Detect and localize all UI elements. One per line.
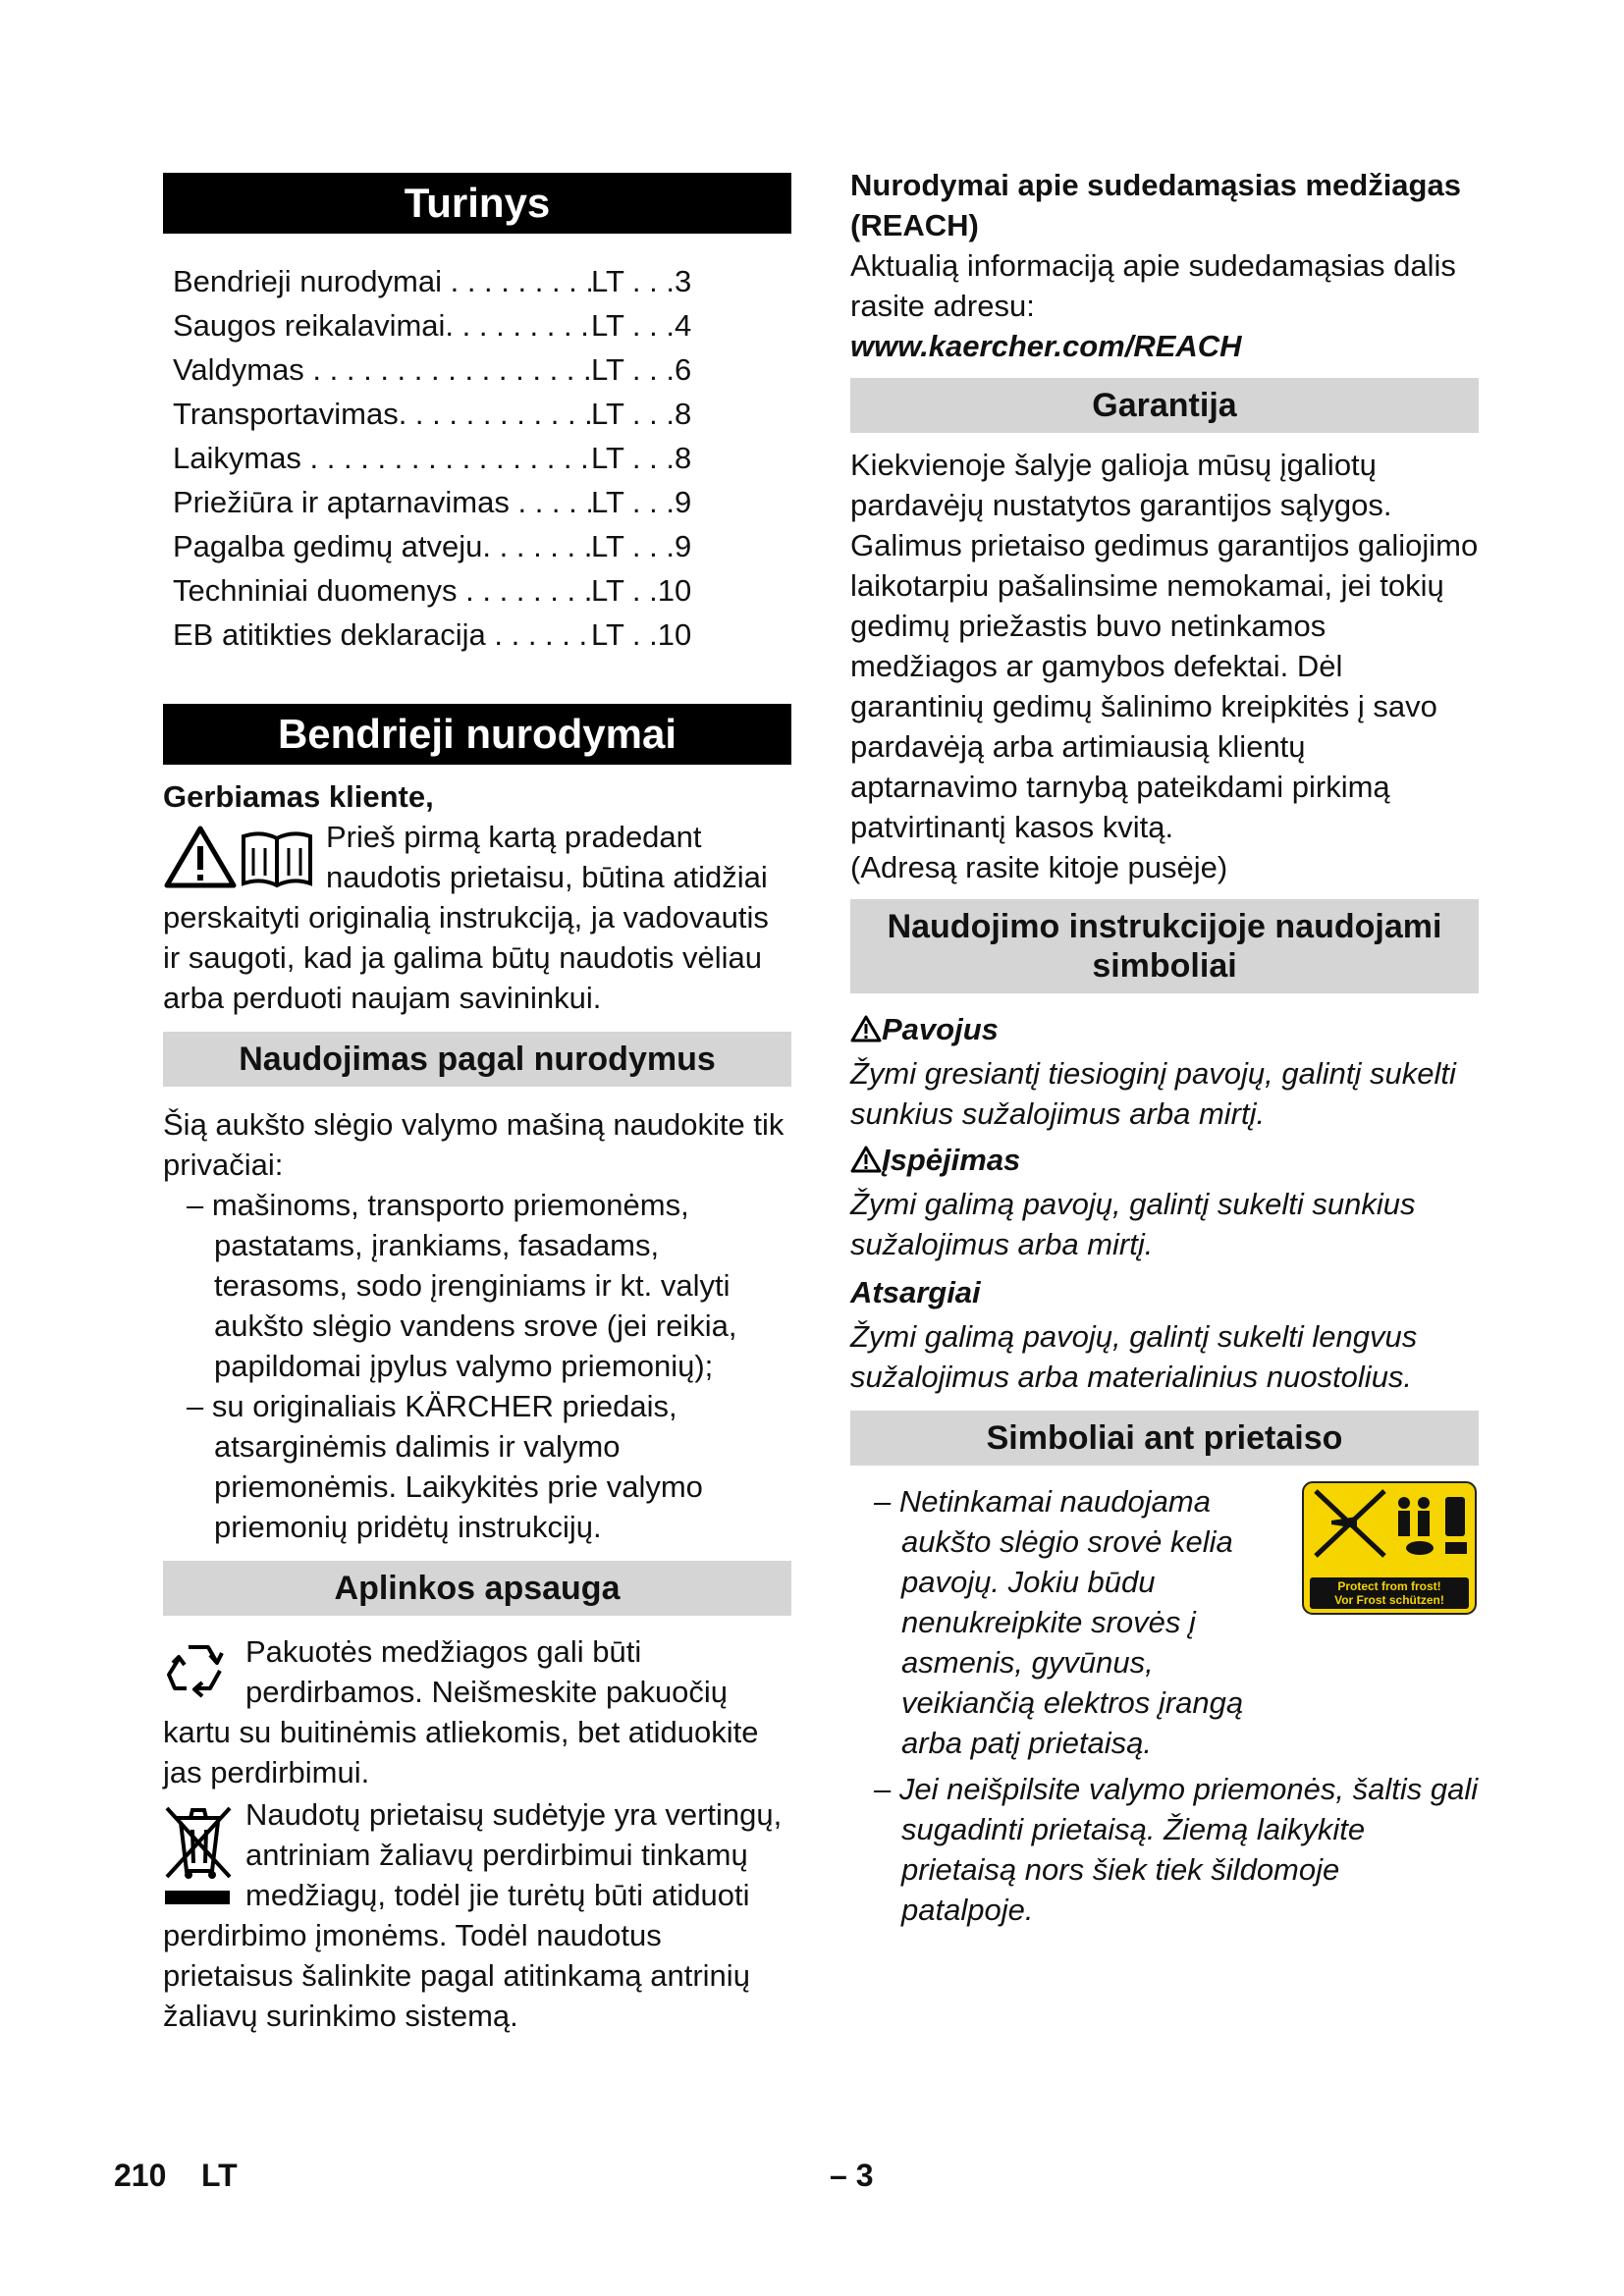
- device-symbols-block: [850, 1481, 1479, 1930]
- warning-triangle-icon: [850, 1015, 882, 1042]
- reach-url[interactable]: www.kaercher.com/REACH: [850, 329, 1242, 363]
- danger-text: Žymi gresiantį tiesioginį pavojų, galintį sukelti sunkius sužalojimus arba mirtį.: [850, 1056, 1456, 1131]
- general-title: Bendrieji nurodymai: [163, 704, 791, 765]
- caution-text: Žymi galimą pavojų, galintį sukelti lengvus sužalojimus arba materialinius nuostolius.: [850, 1319, 1418, 1394]
- symbols-title: Naudojimo instrukcijoje naudojami simboliai: [850, 899, 1479, 993]
- device-symbol-item: – Netinkamai naudojama aukšto slėgio srovė kelia pavojų. Jokiu būdu nenukreipkite srovės į asmenis, gyvūnus, veikiančią elektros įrangą arba patį prietaisą.: [850, 1481, 1479, 1763]
- label-line1: Protect from frost!: [1337, 1579, 1441, 1593]
- recycling-icon: [163, 1637, 234, 1708]
- usage-item: – su originaliais KÄRCHER priedais, atsarginėmis dalimis ir valymo priemonėmis. Laikykitės prie valymo priemonių pridėtų instrukcijų.: [163, 1386, 791, 1547]
- danger-label: Pavojus: [882, 1012, 999, 1046]
- toc-entry[interactable]: EB atitikties deklaracija . . . LT . .10: [173, 613, 791, 657]
- general-intro-block: [163, 817, 791, 1018]
- recycling-text: Pakuotės medžiagos gali būti perdirbamos. Neišmeskite pakuočių kartu su buitinėmis atliekomis, bet atiduokite jas perdirbimui.: [163, 1634, 759, 1789]
- warranty-text: Kiekvienoje šalyje galioja mūsų įgaliotų pardavėjų nustatytos garantijos sąlygos. Galimus prietaiso gedimus garantijos galiojimo laikotarpiu pašalinsime nemokamai, jei tokių gedimų priežastis buvo netinkamos medžiagos ar gamybos defektai. Dėl garantinių gedimų šalinimo kreipkitės į savo pardavėją arba artimiausią klientų aptarnavimo tarnybą pateikdami pirkimą patvirtinantį kasos kvitą.: [850, 448, 1479, 844]
- usage-list: [163, 1185, 791, 1547]
- page-footer-left: [114, 2158, 238, 2194]
- usage-intro: Šią aukšto slėgio valymo mašiną naudokite tik privačiai:: [163, 1107, 785, 1182]
- warranty-address: (Adresą rasite kitoje pusėje): [850, 850, 1228, 884]
- warning-label: Įspėjimas: [882, 1143, 1021, 1177]
- crossed-bin-icon: [163, 1800, 234, 1908]
- toc-entry[interactable]: Pagalba gedimų atveju. . . . LT . . .9: [173, 524, 791, 568]
- toc-title: Turinys: [163, 173, 791, 234]
- warranty-title: Garantija: [850, 378, 1479, 433]
- danger-heading: [850, 1009, 1479, 1049]
- warning-manual-icon: [163, 823, 314, 891]
- pressure-frost-label-icon: [1302, 1481, 1477, 1615]
- reach-title: Nurodymai apie sudedamąsias medžiagas (REACH): [850, 168, 1461, 242]
- environment-title: Aplinkos apsauga: [163, 1561, 791, 1616]
- section-page-number: – 3: [830, 2158, 874, 2193]
- toc-entry[interactable]: Laikymas . . . LT . . .8: [173, 436, 791, 480]
- toc-list: [173, 259, 791, 657]
- usage-title: Naudojimas pagal nurodymus: [163, 1032, 791, 1087]
- toc-entry[interactable]: Bendrieji nurodymai . . . LT . . .3: [173, 259, 791, 303]
- label-line2: Vor Frost schützen!: [1334, 1593, 1444, 1607]
- disposal-text: Naudotų prietaisų sudėtyje yra vertingų, antriniam žaliavų perdirbimui tinkamų medžiagų, todėl jie turėtų būti atiduoti perdirbimo įmonėms. Todėl naudotus prietaisus šalinkite pagal atitinkamą antrinių žaliavų surinkimo sistemą.: [163, 1797, 783, 2033]
- page-number: 210: [114, 2158, 167, 2193]
- caution-heading: Atsargiai: [850, 1275, 981, 1309]
- language-code: LT: [200, 2158, 238, 2193]
- reach-text: Aktualią informaciją apie sudedamąsias dalis rasite adresu:: [850, 248, 1456, 323]
- disposal-block: [163, 1794, 791, 2036]
- device-symbols-title: Simboliai ant prietaiso: [850, 1411, 1479, 1466]
- toc-entry[interactable]: Priežiūra ir aptarnavimas . . . LT . . .9: [173, 480, 791, 524]
- toc-entry[interactable]: Transportavimas. . . . LT . . .8: [173, 392, 791, 436]
- warning-triangle-icon: [850, 1146, 882, 1173]
- greeting: Gerbiamas kliente,: [163, 779, 434, 814]
- warning-heading: [850, 1140, 1479, 1180]
- recycling-block: [163, 1631, 791, 1792]
- toc-entry[interactable]: Valdymas . . . LT . . .6: [173, 347, 791, 392]
- device-symbol-item: – Jei neišpilsite valymo priemonės, šaltis gali sugadinti prietaisą. Žiemą laikykite prietaisą nors šiek tiek šildomoje patalpoje.: [850, 1769, 1479, 1930]
- left-column: [163, 173, 791, 2036]
- toc-entry[interactable]: Saugos reikalavimai. . . . LT . . .4: [173, 303, 791, 347]
- right-column: [850, 165, 1479, 1930]
- device-warning-label: [1302, 1481, 1477, 1620]
- usage-item: – mašinoms, transporto priemonėms, pastatams, įrankiams, fasadams, terasoms, sodo įrenginiams ir kt. valyti aukšto slėgio vandens srove (jei reikia, papildomai įpylus valymo priemonių);: [163, 1185, 791, 1386]
- warning-text: Žymi galimą pavojų, galintį sukelti sunkius sužalojimus arba mirtį.: [850, 1187, 1416, 1261]
- toc-entry[interactable]: Techniniai duomenys . . . LT . .10: [173, 568, 791, 613]
- general-intro: Prieš pirmą kartą pradedant naudotis prietaisu, būtina atidžiai perskaityti originalią instrukciją, ja vadovautis ir saugoti, kad ja galima būtų naudotis vėliau arba perduoti naujam savininkui.: [163, 820, 769, 1015]
